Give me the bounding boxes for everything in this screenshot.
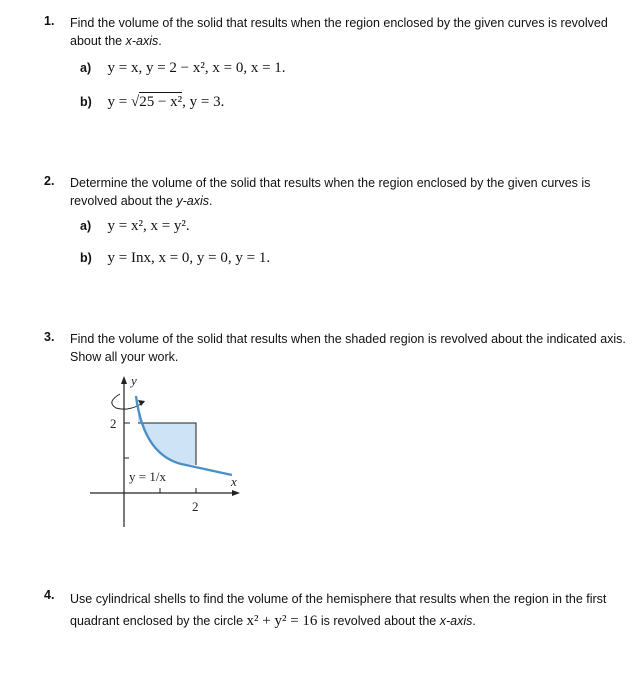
y-axis-arrow <box>121 376 127 384</box>
math-expression: y = x, y = 2 − x², x = 0, x = 1. <box>107 60 286 76</box>
tick-label-y: 2 <box>110 416 117 431</box>
tick-label-x: 2 <box>192 499 199 514</box>
question-number: 1. <box>44 14 55 28</box>
question-1a: a) y = x, y = 2 − x², x = 0, x = 1. <box>80 60 286 76</box>
question-text: Find the volume of the solid that results when the region enclosed by the given curves is revolved about the x-axis. <box>70 16 608 48</box>
question-text: Use cylindrical shells to find the volume of the hemisphere that results when the region in the first quadrant enclosed by the circle x² + y² = 16 is revolved about the x-axis. <box>70 592 607 629</box>
question-1 <box>44 14 629 50</box>
math-expression: y = x², x = y². <box>107 218 190 234</box>
question-number: 2. <box>44 174 55 188</box>
math-expression: x² + y² = 16 <box>246 613 318 629</box>
question-4 <box>44 588 629 632</box>
question-text: Determine the volume of the solid that results when the region enclosed by the given curves is revolved about the y-axis. <box>70 176 591 208</box>
question-2 <box>44 174 629 210</box>
x-axis-label: x <box>231 474 237 489</box>
x-axis-arrow <box>232 490 240 496</box>
math-expression: y = Inx, x = 0, y = 0, y = 1. <box>107 250 271 266</box>
curve-label: y = 1/x <box>129 469 166 484</box>
question-number: 4. <box>44 588 55 602</box>
math-expression: y = √25 − x², y = 3. <box>107 94 225 110</box>
question-3 <box>44 330 629 366</box>
question-1b: b) y = √25 − x², y = 3. <box>80 94 225 110</box>
y-axis-label: y <box>131 373 137 388</box>
question-2b: b) y = Inx, x = 0, y = 0, y = 1. <box>80 250 271 266</box>
question-2a: a) y = x², x = y². <box>80 218 190 234</box>
region-figure <box>86 372 256 532</box>
question-text: Find the volume of the solid that results when the shaded region is revolved about the indicated axis. Show all your work. <box>70 332 626 364</box>
question-number: 3. <box>44 330 55 344</box>
